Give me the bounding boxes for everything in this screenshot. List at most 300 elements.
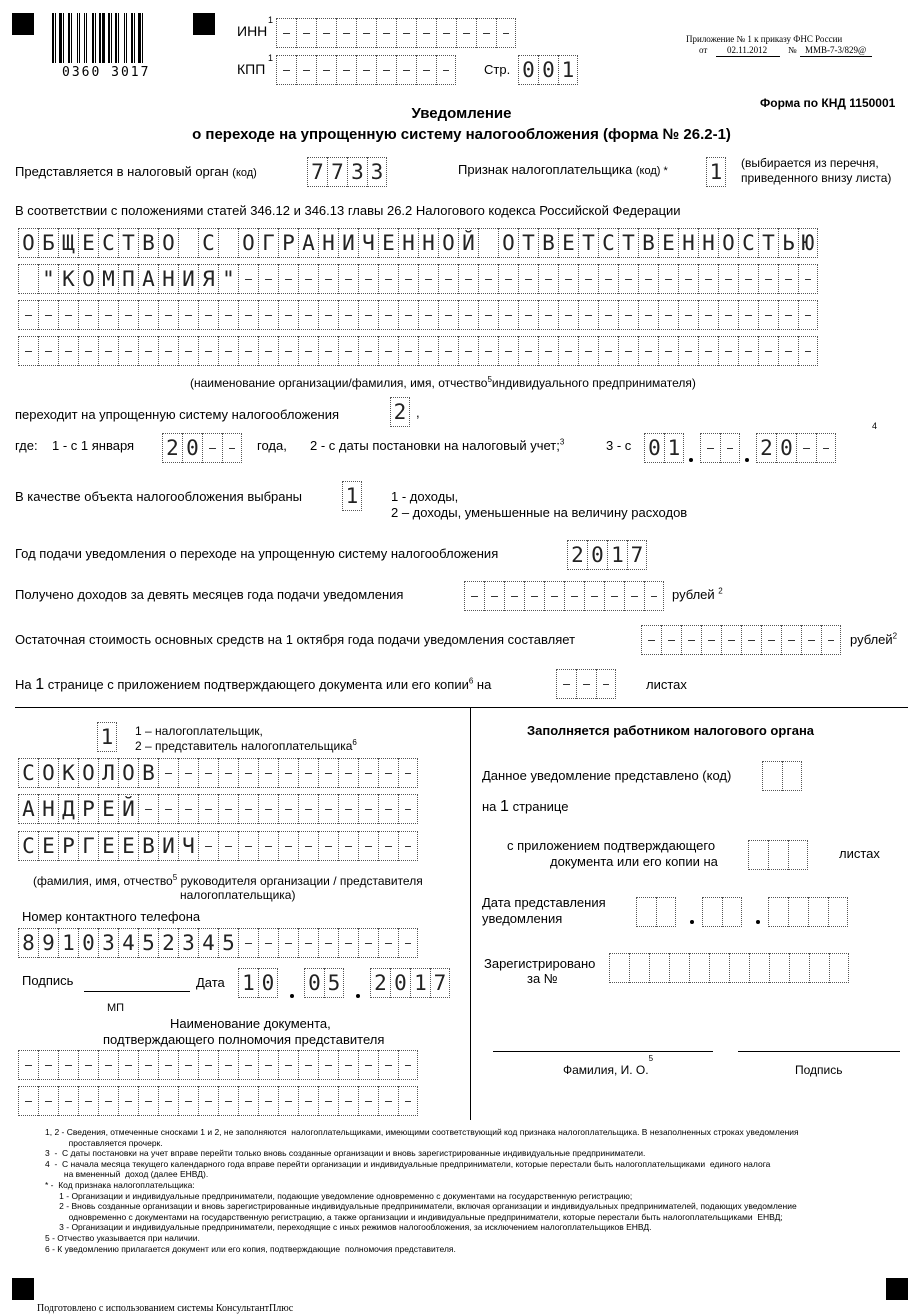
input-cell[interactable] — [58, 300, 78, 330]
input-cell[interactable] — [258, 336, 278, 366]
input-cell[interactable] — [58, 1086, 78, 1116]
input-cell[interactable] — [761, 625, 781, 655]
input-cell[interactable] — [661, 625, 681, 655]
input-cell[interactable] — [238, 300, 258, 330]
input-cell[interactable] — [316, 55, 336, 85]
authority-code-cells[interactable] — [307, 157, 387, 187]
input-cell[interactable]: А — [18, 794, 38, 824]
input-cell[interactable] — [788, 897, 808, 927]
input-cell[interactable]: Н — [418, 228, 438, 258]
sign-date-day[interactable] — [238, 968, 278, 998]
input-cell[interactable] — [178, 300, 198, 330]
input-cell[interactable] — [358, 758, 378, 788]
input-cell[interactable] — [518, 264, 538, 294]
input-cell[interactable] — [498, 336, 518, 366]
input-cell[interactable] — [718, 336, 738, 366]
pages-attach-cells[interactable] — [556, 669, 616, 699]
input-cell[interactable]: 0 — [518, 55, 538, 85]
input-cell[interactable]: 1 — [706, 157, 726, 187]
signer-code-cells[interactable] — [97, 722, 117, 752]
input-cell[interactable]: И — [178, 264, 198, 294]
input-cell[interactable] — [278, 1086, 298, 1116]
input-cell[interactable]: Ч — [358, 228, 378, 258]
input-cell[interactable] — [358, 1050, 378, 1080]
input-cell[interactable]: Д — [58, 794, 78, 824]
input-cell[interactable] — [298, 264, 318, 294]
input-cell[interactable]: 7 — [430, 968, 450, 998]
input-cell[interactable] — [298, 1050, 318, 1080]
input-cell[interactable] — [396, 55, 416, 85]
input-cell[interactable] — [558, 300, 578, 330]
input-cell[interactable] — [18, 1086, 38, 1116]
input-cell[interactable]: Г — [258, 228, 278, 258]
input-cell[interactable] — [598, 336, 618, 366]
input-cell[interactable] — [378, 1086, 398, 1116]
input-cell[interactable] — [788, 840, 808, 870]
input-cell[interactable] — [700, 433, 720, 463]
input-cell[interactable] — [258, 264, 278, 294]
input-cell[interactable] — [118, 1050, 138, 1080]
inn-cells[interactable] — [276, 18, 516, 48]
input-cell[interactable] — [618, 264, 638, 294]
input-cell[interactable] — [318, 1050, 338, 1080]
input-cell[interactable] — [578, 264, 598, 294]
input-cell[interactable] — [438, 264, 458, 294]
input-cell[interactable] — [356, 18, 376, 48]
input-cell[interactable] — [496, 18, 516, 48]
input-cell[interactable] — [576, 669, 596, 699]
input-cell[interactable] — [178, 228, 198, 258]
input-cell[interactable]: 2 — [756, 433, 776, 463]
kpp-cells[interactable] — [276, 55, 456, 85]
input-cell[interactable] — [158, 794, 178, 824]
input-cell[interactable] — [418, 300, 438, 330]
input-cell[interactable]: А — [298, 228, 318, 258]
input-cell[interactable] — [398, 928, 418, 958]
input-cell[interactable]: Й — [458, 228, 478, 258]
input-cell[interactable] — [298, 300, 318, 330]
input-cell[interactable] — [518, 336, 538, 366]
input-cell[interactable] — [718, 300, 738, 330]
input-cell[interactable]: 2 — [370, 968, 390, 998]
input-cell[interactable] — [681, 625, 701, 655]
income-cells[interactable] — [464, 581, 664, 611]
input-cell[interactable]: Я — [198, 264, 218, 294]
org-name-row-2[interactable] — [18, 264, 818, 294]
input-cell[interactable] — [318, 831, 338, 861]
org-name-row-1[interactable] — [18, 228, 818, 258]
input-cell[interactable]: К — [58, 758, 78, 788]
input-cell[interactable] — [748, 840, 768, 870]
input-cell[interactable]: И — [338, 228, 358, 258]
input-cell[interactable] — [398, 831, 418, 861]
page-number-cells[interactable] — [518, 55, 578, 85]
input-cell[interactable]: 2 — [390, 397, 410, 427]
input-cell[interactable]: Е — [558, 228, 578, 258]
input-cell[interactable] — [218, 758, 238, 788]
input-cell[interactable] — [504, 581, 524, 611]
input-cell[interactable] — [338, 794, 358, 824]
input-cell[interactable]: С — [598, 228, 618, 258]
input-cell[interactable]: Г — [78, 831, 98, 861]
input-cell[interactable] — [758, 264, 778, 294]
date-submitted-year[interactable] — [768, 897, 848, 927]
input-cell[interactable] — [669, 953, 689, 983]
input-cell[interactable]: 2 — [162, 433, 182, 463]
residual-cells[interactable] — [641, 625, 841, 655]
input-cell[interactable] — [198, 794, 218, 824]
input-cell[interactable]: 1 — [58, 928, 78, 958]
input-cell[interactable] — [718, 264, 738, 294]
input-cell[interactable] — [78, 300, 98, 330]
input-cell[interactable] — [58, 1050, 78, 1080]
input-cell[interactable] — [828, 897, 848, 927]
attach-sheets-cells[interactable] — [748, 840, 808, 870]
input-cell[interactable] — [816, 433, 836, 463]
input-cell[interactable]: Ю — [798, 228, 818, 258]
input-cell[interactable]: " — [38, 264, 58, 294]
signature-line[interactable] — [84, 991, 190, 992]
input-cell[interactable] — [158, 300, 178, 330]
transition-date-day[interactable] — [644, 433, 684, 463]
input-cell[interactable]: В — [638, 228, 658, 258]
input-cell[interactable] — [178, 336, 198, 366]
input-cell[interactable] — [338, 336, 358, 366]
input-cell[interactable]: 4 — [198, 928, 218, 958]
input-cell[interactable] — [258, 1050, 278, 1080]
input-cell[interactable] — [358, 831, 378, 861]
fio-signature-line[interactable] — [493, 1051, 713, 1052]
input-cell[interactable] — [58, 336, 78, 366]
input-cell[interactable] — [258, 831, 278, 861]
input-cell[interactable] — [456, 18, 476, 48]
input-cell[interactable] — [318, 928, 338, 958]
input-cell[interactable] — [138, 300, 158, 330]
input-cell[interactable] — [398, 758, 418, 788]
phone-cells[interactable] — [18, 928, 418, 958]
transition-date-month[interactable] — [700, 433, 740, 463]
input-cell[interactable]: 1 — [238, 968, 258, 998]
input-cell[interactable]: Е — [658, 228, 678, 258]
input-cell[interactable] — [378, 831, 398, 861]
input-cell[interactable] — [629, 953, 649, 983]
input-cell[interactable]: Щ — [58, 228, 78, 258]
input-cell[interactable] — [218, 1050, 238, 1080]
input-cell[interactable] — [678, 336, 698, 366]
input-cell[interactable] — [396, 18, 416, 48]
input-cell[interactable]: 2 — [158, 928, 178, 958]
input-cell[interactable]: 3 — [347, 157, 367, 187]
input-cell[interactable] — [78, 336, 98, 366]
input-cell[interactable] — [238, 794, 258, 824]
input-cell[interactable] — [358, 264, 378, 294]
input-cell[interactable]: 3 — [367, 157, 387, 187]
input-cell[interactable]: Н — [398, 228, 418, 258]
input-cell[interactable] — [641, 625, 661, 655]
input-cell[interactable] — [438, 300, 458, 330]
surname-cells[interactable] — [18, 758, 418, 788]
input-cell[interactable] — [689, 953, 709, 983]
input-cell[interactable] — [178, 758, 198, 788]
input-cell[interactable]: Е — [378, 228, 398, 258]
input-cell[interactable]: Т — [758, 228, 778, 258]
input-cell[interactable] — [318, 794, 338, 824]
input-cell[interactable] — [378, 300, 398, 330]
input-cell[interactable] — [476, 18, 496, 48]
input-cell[interactable] — [709, 953, 729, 983]
input-cell[interactable]: 1 — [410, 968, 430, 998]
input-cell[interactable] — [618, 300, 638, 330]
input-cell[interactable]: Н — [318, 228, 338, 258]
input-cell[interactable] — [258, 928, 278, 958]
input-cell[interactable] — [398, 794, 418, 824]
input-cell[interactable] — [638, 300, 658, 330]
year-filing-cells[interactable] — [567, 540, 647, 570]
input-cell[interactable] — [658, 336, 678, 366]
input-cell[interactable] — [178, 1086, 198, 1116]
input-cell[interactable] — [768, 840, 788, 870]
input-cell[interactable] — [118, 1086, 138, 1116]
input-cell[interactable]: 1 — [558, 55, 578, 85]
input-cell[interactable] — [118, 336, 138, 366]
input-cell[interactable] — [498, 264, 518, 294]
doc-row-1[interactable] — [18, 1050, 418, 1080]
input-cell[interactable] — [798, 300, 818, 330]
input-cell[interactable] — [338, 928, 358, 958]
input-cell[interactable] — [198, 831, 218, 861]
input-cell[interactable] — [578, 336, 598, 366]
input-cell[interactable] — [218, 228, 238, 258]
input-cell[interactable]: О — [38, 758, 58, 788]
input-cell[interactable]: Е — [78, 228, 98, 258]
input-cell[interactable] — [649, 953, 669, 983]
input-cell[interactable]: Р — [78, 794, 98, 824]
input-cell[interactable] — [769, 953, 789, 983]
input-cell[interactable] — [138, 794, 158, 824]
input-cell[interactable] — [238, 1086, 258, 1116]
input-cell[interactable] — [698, 264, 718, 294]
input-cell[interactable]: 1 — [342, 481, 362, 511]
sign-date-year[interactable] — [370, 968, 450, 998]
input-cell[interactable] — [218, 1086, 238, 1116]
input-cell[interactable] — [758, 336, 778, 366]
input-cell[interactable]: Т — [518, 228, 538, 258]
object-cells[interactable] — [342, 481, 362, 511]
input-cell[interactable] — [18, 1050, 38, 1080]
input-cell[interactable] — [298, 1086, 318, 1116]
input-cell[interactable]: 0 — [182, 433, 202, 463]
input-cell[interactable] — [578, 300, 598, 330]
input-cell[interactable] — [336, 55, 356, 85]
date-submitted-month[interactable] — [702, 897, 742, 927]
input-cell[interactable] — [498, 300, 518, 330]
input-cell[interactable]: 7 — [627, 540, 647, 570]
doc-row-2[interactable] — [18, 1086, 418, 1116]
input-cell[interactable] — [418, 264, 438, 294]
input-cell[interactable] — [778, 300, 798, 330]
input-cell[interactable] — [238, 1050, 258, 1080]
input-cell[interactable] — [618, 336, 638, 366]
input-cell[interactable]: О — [498, 228, 518, 258]
input-cell[interactable]: 1 — [664, 433, 684, 463]
input-cell[interactable]: 0 — [258, 968, 278, 998]
input-cell[interactable] — [338, 831, 358, 861]
input-cell[interactable]: 5 — [324, 968, 344, 998]
input-cell[interactable] — [278, 758, 298, 788]
input-cell[interactable] — [278, 928, 298, 958]
input-cell[interactable] — [18, 300, 38, 330]
input-cell[interactable] — [782, 761, 802, 791]
input-cell[interactable]: 0 — [390, 968, 410, 998]
input-cell[interactable] — [624, 581, 644, 611]
input-cell[interactable] — [358, 1086, 378, 1116]
input-cell[interactable] — [378, 928, 398, 958]
input-cell[interactable] — [636, 897, 656, 927]
sign-date-month[interactable] — [304, 968, 344, 998]
input-cell[interactable] — [809, 953, 829, 983]
input-cell[interactable] — [518, 300, 538, 330]
input-cell[interactable] — [758, 300, 778, 330]
input-cell[interactable]: О — [78, 264, 98, 294]
input-cell[interactable] — [702, 897, 722, 927]
input-cell[interactable] — [436, 18, 456, 48]
input-cell[interactable]: 0 — [78, 928, 98, 958]
input-cell[interactable] — [158, 758, 178, 788]
input-cell[interactable] — [478, 300, 498, 330]
input-cell[interactable] — [238, 928, 258, 958]
input-cell[interactable] — [338, 1050, 358, 1080]
input-cell[interactable] — [318, 336, 338, 366]
input-cell[interactable]: К — [58, 264, 78, 294]
input-cell[interactable] — [478, 264, 498, 294]
input-cell[interactable] — [378, 794, 398, 824]
input-cell[interactable] — [198, 1050, 218, 1080]
input-cell[interactable] — [398, 1050, 418, 1080]
input-cell[interactable] — [336, 18, 356, 48]
input-cell[interactable] — [218, 831, 238, 861]
input-cell[interactable] — [238, 831, 258, 861]
input-cell[interactable] — [198, 758, 218, 788]
registered-no-cells[interactable] — [609, 953, 849, 983]
input-cell[interactable]: О — [118, 758, 138, 788]
input-cell[interactable] — [789, 953, 809, 983]
input-cell[interactable]: В — [538, 228, 558, 258]
input-cell[interactable] — [296, 55, 316, 85]
input-cell[interactable] — [318, 758, 338, 788]
input-cell[interactable]: Т — [578, 228, 598, 258]
input-cell[interactable] — [698, 336, 718, 366]
org-name-row-3[interactable] — [18, 300, 818, 330]
input-cell[interactable] — [762, 761, 782, 791]
input-cell[interactable] — [238, 336, 258, 366]
input-cell[interactable]: Н — [678, 228, 698, 258]
input-cell[interactable] — [318, 264, 338, 294]
input-cell[interactable] — [98, 336, 118, 366]
input-cell[interactable]: О — [718, 228, 738, 258]
input-cell[interactable] — [378, 1050, 398, 1080]
input-cell[interactable] — [598, 300, 618, 330]
input-cell[interactable] — [238, 758, 258, 788]
input-cell[interactable]: О — [438, 228, 458, 258]
input-cell[interactable] — [778, 264, 798, 294]
input-cell[interactable] — [338, 300, 358, 330]
input-cell[interactable] — [198, 300, 218, 330]
input-cell[interactable] — [722, 897, 742, 927]
input-cell[interactable] — [38, 1086, 58, 1116]
input-cell[interactable]: Ь — [778, 228, 798, 258]
input-cell[interactable]: 3 — [98, 928, 118, 958]
input-cell[interactable] — [318, 300, 338, 330]
input-cell[interactable] — [658, 300, 678, 330]
input-cell[interactable] — [138, 1086, 158, 1116]
input-cell[interactable]: Е — [98, 794, 118, 824]
submitted-code-cells[interactable] — [762, 761, 802, 791]
input-cell[interactable] — [376, 55, 396, 85]
input-cell[interactable]: С — [98, 228, 118, 258]
input-cell[interactable] — [258, 758, 278, 788]
input-cell[interactable] — [298, 336, 318, 366]
input-cell[interactable] — [564, 581, 584, 611]
input-cell[interactable]: Е — [38, 831, 58, 861]
input-cell[interactable] — [558, 336, 578, 366]
input-cell[interactable] — [524, 581, 544, 611]
input-cell[interactable] — [656, 897, 676, 927]
input-cell[interactable]: С — [198, 228, 218, 258]
input-cell[interactable] — [98, 1086, 118, 1116]
input-cell[interactable] — [738, 336, 758, 366]
input-cell[interactable]: С — [18, 758, 38, 788]
input-cell[interactable] — [238, 264, 258, 294]
input-cell[interactable] — [358, 336, 378, 366]
transition-date-year[interactable] — [756, 433, 836, 463]
input-cell[interactable] — [298, 831, 318, 861]
input-cell[interactable] — [338, 758, 358, 788]
input-cell[interactable] — [749, 953, 769, 983]
input-cell[interactable] — [768, 897, 788, 927]
input-cell[interactable]: 9 — [38, 928, 58, 958]
input-cell[interactable] — [398, 264, 418, 294]
input-cell[interactable]: 1 — [607, 540, 627, 570]
input-cell[interactable] — [358, 928, 378, 958]
input-cell[interactable] — [316, 18, 336, 48]
input-cell[interactable]: Т — [618, 228, 638, 258]
input-cell[interactable] — [418, 336, 438, 366]
input-cell[interactable] — [198, 1086, 218, 1116]
input-cell[interactable] — [738, 264, 758, 294]
input-cell[interactable] — [458, 264, 478, 294]
input-cell[interactable]: 5 — [218, 928, 238, 958]
input-cell[interactable]: 7 — [307, 157, 327, 187]
input-cell[interactable] — [218, 300, 238, 330]
input-cell[interactable] — [38, 336, 58, 366]
input-cell[interactable] — [158, 336, 178, 366]
input-cell[interactable] — [78, 1086, 98, 1116]
input-cell[interactable] — [338, 1086, 358, 1116]
input-cell[interactable] — [378, 336, 398, 366]
input-cell[interactable] — [78, 1050, 98, 1080]
input-cell[interactable] — [678, 264, 698, 294]
input-cell[interactable] — [38, 300, 58, 330]
input-cell[interactable]: 3 — [178, 928, 198, 958]
input-cell[interactable]: 7 — [327, 157, 347, 187]
input-cell[interactable]: С — [738, 228, 758, 258]
input-cell[interactable] — [556, 669, 576, 699]
input-cell[interactable] — [278, 300, 298, 330]
input-cell[interactable]: О — [78, 758, 98, 788]
input-cell[interactable] — [178, 794, 198, 824]
input-cell[interactable] — [781, 625, 801, 655]
input-cell[interactable]: 0 — [644, 433, 664, 463]
